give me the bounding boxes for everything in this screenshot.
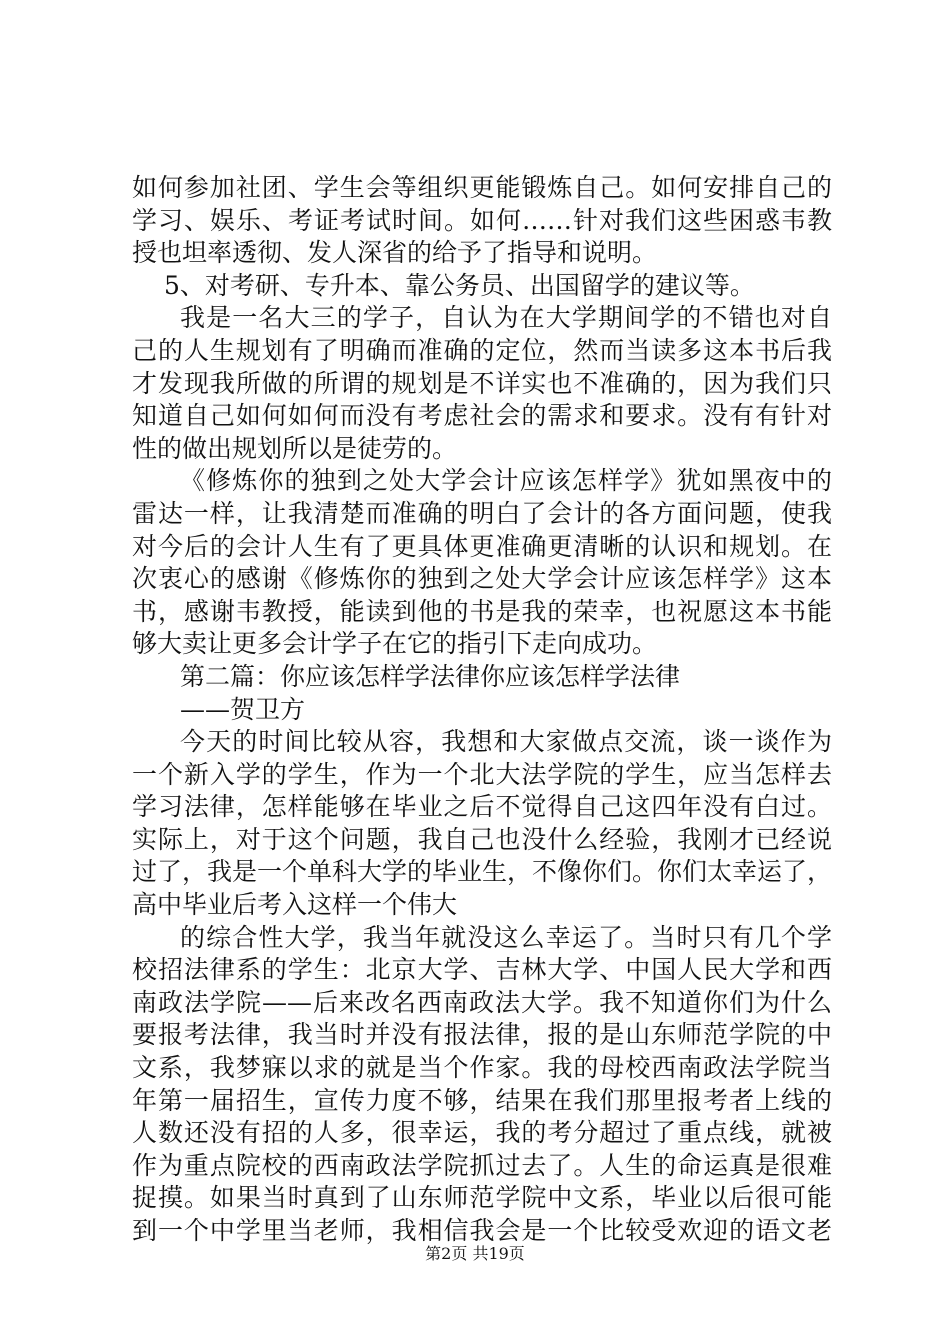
section-heading: 第二篇：你应该怎样学法律你应该怎样学法律	[180, 661, 681, 691]
text-line: 校招法律系的学生：北京大学、吉林大学、中国人民大学和西	[132, 955, 832, 985]
text-line: 学习、娱乐、考证考试时间。如何……针对我们这些困惑韦教	[132, 205, 832, 235]
text-line: 人数还没有招的人多，很幸运，我的考分超过了重点线，就被	[132, 1118, 832, 1148]
paragraph-start-line: 《修炼你的独到之处大学会计应该怎样学》犹如黑夜中的	[180, 466, 832, 496]
paragraph-start-line: 我是一名大三的学子，自认为在大学期间学的不错也对自	[180, 303, 832, 333]
text-line: 一个新入学的学生，作为一个北大法学院的学生，应当怎样去	[132, 759, 832, 789]
text-line: 雷达一样，让我清楚而准确的明白了会计的各方面问题，使我	[132, 498, 832, 528]
text-line: 学习法律，怎样能够在毕业之后不觉得自己这四年没有白过。	[132, 792, 832, 822]
text-line: 实际上，对于这个问题，我自己也没什么经验，我刚才已经说	[132, 824, 832, 854]
text-line: 捉摸。如果当时真到了山东师范学院中文系，毕业以后很可能	[132, 1183, 832, 1213]
text-line: 过了，我是一个单科大学的毕业生，不像你们。你们太幸运了，	[132, 857, 833, 887]
text-line: 授也坦率透彻、发人深省的给予了指导和说明。	[132, 238, 658, 268]
text-line: 书，感谢韦教授，能读到他的书是我的荣幸，也祝愿这本书能	[132, 596, 832, 626]
paragraph-start-line: 今天的时间比较从容，我想和大家做点交流，谈一谈作为	[180, 727, 832, 757]
text-line: 到一个中学里当老师，我相信我会是一个比较受欢迎的语文老	[132, 1216, 832, 1245]
text-line: 年第一届招生，宣传力度不够，结果在我们那里报考者上线的	[132, 1085, 832, 1115]
text-line: 对今后的会计人生有了更具体更准确更清晰的认识和规划。在	[132, 531, 832, 561]
text-line: 如何参加社团、学生会等组织更能锻炼自己。如何安排自己的	[132, 173, 832, 202]
document-body	[132, 172, 832, 1248]
text-line: 要报考法律，我当时并没有报法律，报的是山东师范学院的中	[132, 1020, 832, 1050]
text-line: 次衷心的感谢《修炼你的独到之处大学会计应该怎样学》这本	[132, 564, 832, 594]
text-line: 够大卖让更多会计学子在它的指引下走向成功。	[132, 629, 658, 659]
text-line: 才发现我所做的所谓的规划是不详实也不准确的，因为我们只	[132, 368, 832, 398]
text-line: 性的做出规划所以是徒劳的。	[132, 433, 458, 463]
text-line: 高中毕业后考入这样一个伟大	[132, 890, 458, 920]
paragraph-start-line: 的综合性大学，我当年就没这么幸运了。当时只有几个学	[180, 922, 832, 952]
page-number-footer: 第2页 共19页	[425, 1244, 525, 1263]
text-line: 作为重点院校的西南政法学院抓过去了。人生的命运真是很难	[132, 1150, 832, 1180]
text-line: 己的人生规划有了明确而准确的定位，然而当读多这本书后我	[132, 335, 832, 365]
text-line: 南政法学院——后来改名西南政法大学。我不知道你们为什么	[132, 987, 832, 1017]
text-line: 文系，我梦寐以求的就是当个作家。我的母校西南政法学院当	[132, 1053, 832, 1083]
text-line: 5、对考研、专升本、靠公务员、出国留学的建议等。	[164, 270, 755, 300]
author-line: ——贺卫方	[180, 694, 306, 724]
text-line: 知道自己如何如何而没有考虑社会的需求和要求。没有有针对	[132, 401, 832, 431]
